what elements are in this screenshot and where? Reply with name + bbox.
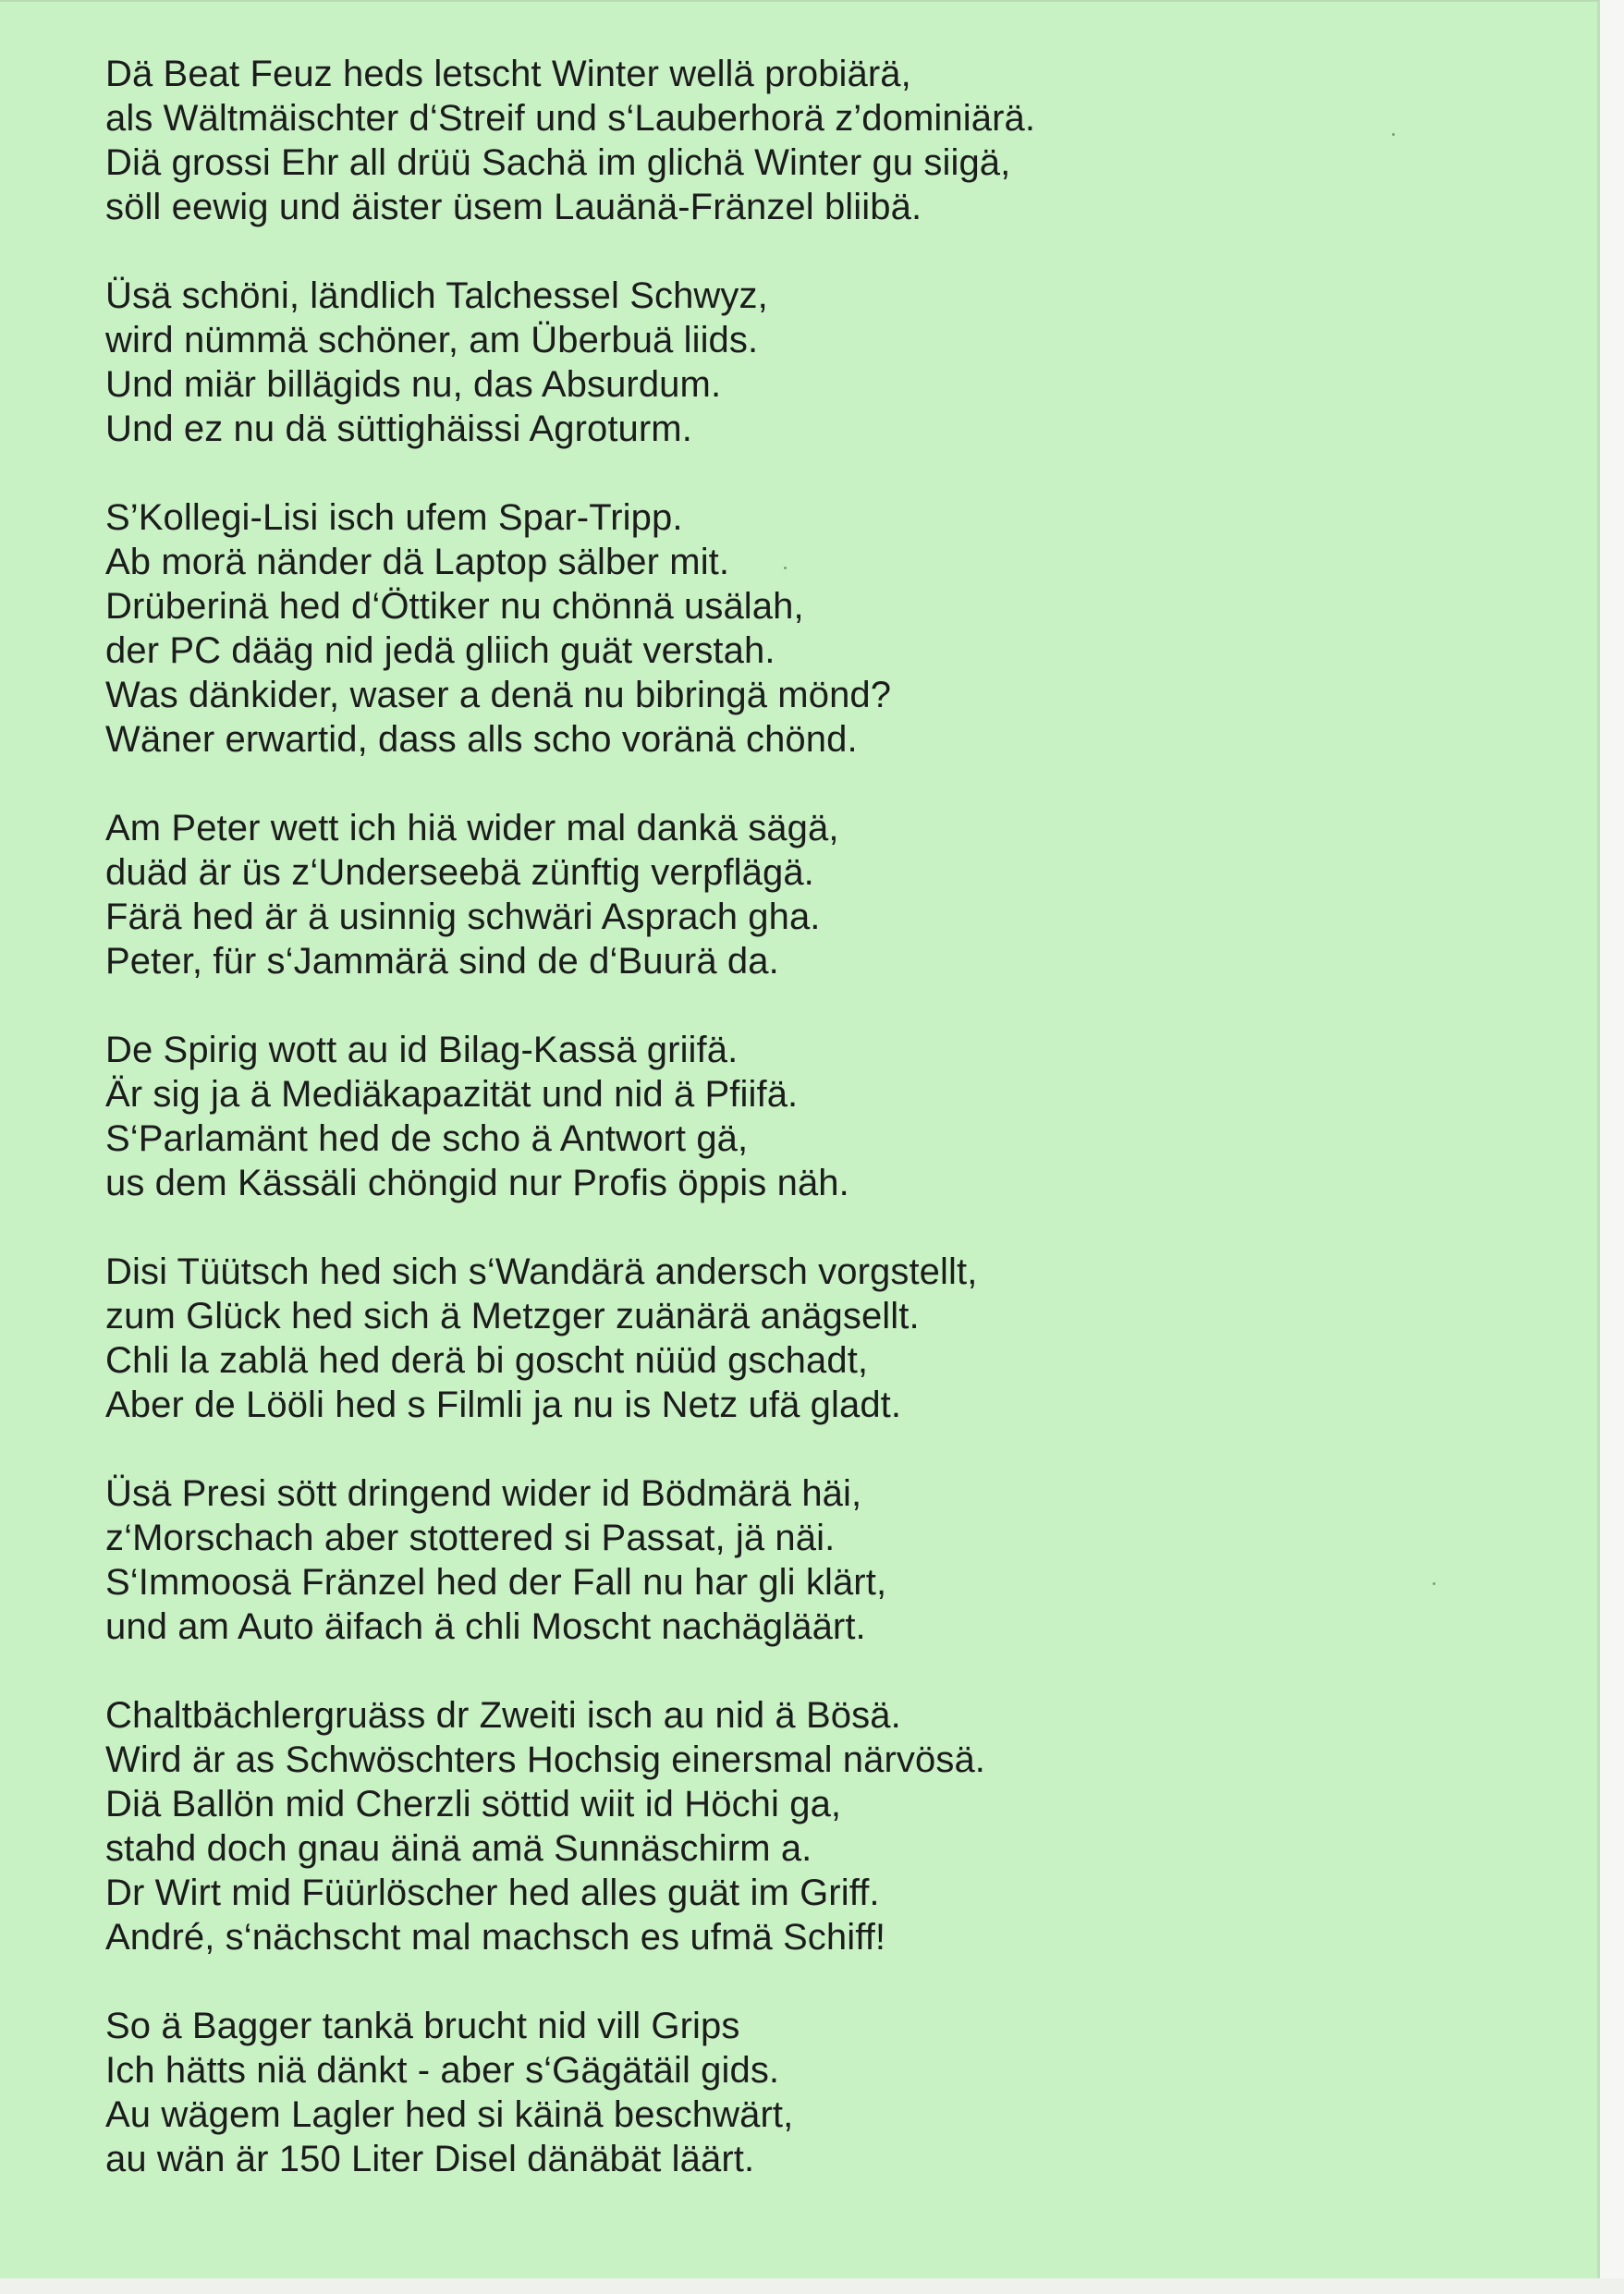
poem-line: Wird är as Schwöschters Hochsig einersmal närvösä. xyxy=(105,1739,986,1780)
poem-line: z‘Morschach aber stottered si Passat, jä näi. xyxy=(105,1518,836,1558)
stanza xyxy=(105,495,1418,762)
scan-margin-bottom xyxy=(0,2278,1624,2294)
stanza xyxy=(105,1693,1418,1959)
poem-line: Ich hätts niä dänkt - aber s‘Gägätäil gids. xyxy=(105,2050,780,2091)
stanza xyxy=(105,1471,1418,1649)
poem-line: Ab morä nänder dä Laptop sälber mit. xyxy=(105,542,730,582)
poem-line: Drüberinä hed d‘Öttiker nu chönnä usälah, xyxy=(105,586,804,627)
poem-line: Wäner erwartid, dass alls scho voränä chönd. xyxy=(105,719,858,760)
poem-line: Und miär billägids nu, das Absurdum. xyxy=(105,364,722,405)
poem-line: Diä Ballön mid Cherzli söttid wiit id Höchi ga, xyxy=(105,1784,842,1824)
poem-line: Üsä Presi sött dringend wider id Bödmärä häi, xyxy=(105,1473,862,1514)
stanza xyxy=(105,52,1418,229)
poem-text xyxy=(105,52,1418,2226)
poem-line: stahd doch gnau äinä amä Sunnäschirm a. xyxy=(105,1828,812,1869)
poem-line: Was dänkider, waser a denä nu bibringä mönd? xyxy=(105,675,892,715)
poem-line: Diä grossi Ehr all drüü Sachä im glichä Winter gu siigä, xyxy=(105,142,1011,183)
poem-line: Am Peter wett ich hiä wider mal dankä sägä, xyxy=(105,808,839,848)
poem-line: als Wältmäischter d‘Streif und s‘Lauberhorä z’dominiärä. xyxy=(105,98,1036,139)
poem-line: Und ez nu dä süttighäissi Agroturm. xyxy=(105,409,692,449)
poem-line: Peter, für s‘Jammärä sind de d‘Buurä da. xyxy=(105,941,779,982)
poem-line: Chaltbächlergruäss dr Zweiti isch au nid ä Bösä. xyxy=(105,1695,901,1736)
stanza xyxy=(105,2004,1418,2181)
poem-line: Disi Tüütsch hed sich s‘Wandärä andersch vorgstellt, xyxy=(105,1251,978,1292)
poem-line: Aber de Lööli hed s Filmli ja nu is Netz ufä gladt. xyxy=(105,1385,902,1425)
poem-line: Üsä schöni, ländlich Talchessel Schwyz, xyxy=(105,275,768,316)
stanza xyxy=(105,1028,1418,1205)
poem-line: Dr Wirt mid Füürlöscher hed alles guät im Griff. xyxy=(105,1873,880,1913)
poem-line: André, s‘nächscht mal machsch es ufmä Schiff! xyxy=(105,1917,886,1958)
poem-line: De Spirig wott au id Bilag-Kassä griifä. xyxy=(105,1030,739,1070)
poem-line: S‘Parlamänt hed de scho ä Antwort gä, xyxy=(105,1118,749,1159)
poem-line: Färä hed är ä usinnig schwäri Asprach gha. xyxy=(105,897,821,937)
stanza xyxy=(105,1250,1418,1427)
poem-line: S‘Immoosä Fränzel hed der Fall nu har gli klärt, xyxy=(105,1562,887,1603)
poem-line: Au wägem Lagler hed si käinä beschwärt, xyxy=(105,2094,794,2135)
scan-margin-right xyxy=(1600,0,1624,2294)
poem-line: und am Auto äifach ä chli Moscht nachägläärt. xyxy=(105,1606,866,1647)
poem-line: Är sig ja ä Mediäkapazität und nid ä Pfiifä. xyxy=(105,1074,799,1115)
poem-line: au wän är 150 Liter Disel dänäbät läärt. xyxy=(105,2139,755,2179)
paper-speck xyxy=(1392,133,1395,136)
poem-line: duäd är üs z‘Underseebä zünftig verpflägä. xyxy=(105,852,814,893)
poem-line: wird nümmä schöner, am Überbuä liids. xyxy=(105,320,759,360)
paper-speck xyxy=(1433,1582,1435,1585)
poem-line: söll eewig und äister üsem Lauänä-Fränzel bliibä. xyxy=(105,187,922,227)
poem-line: zum Glück hed sich ä Metzger zuänärä anägsellt. xyxy=(105,1296,920,1336)
poem-line: der PC dääg nid jedä gliich guät verstah. xyxy=(105,630,775,671)
stanza xyxy=(105,806,1418,983)
stanza xyxy=(105,274,1418,451)
poem-line: Dä Beat Feuz heds letscht Winter wellä probiärä, xyxy=(105,54,911,94)
poem-line: us dem Kässäli chöngid nur Profis öppis näh. xyxy=(105,1163,849,1203)
poem-line: Chli la zablä hed derä bi goscht nüüd gschadt, xyxy=(105,1340,869,1381)
poem-line: So ä Bagger tankä brucht nid vill Grips xyxy=(105,2006,740,2046)
poem-line: S’Kollegi-Lisi isch ufem Spar-Tripp. xyxy=(105,497,683,538)
paper-speck xyxy=(784,567,787,569)
